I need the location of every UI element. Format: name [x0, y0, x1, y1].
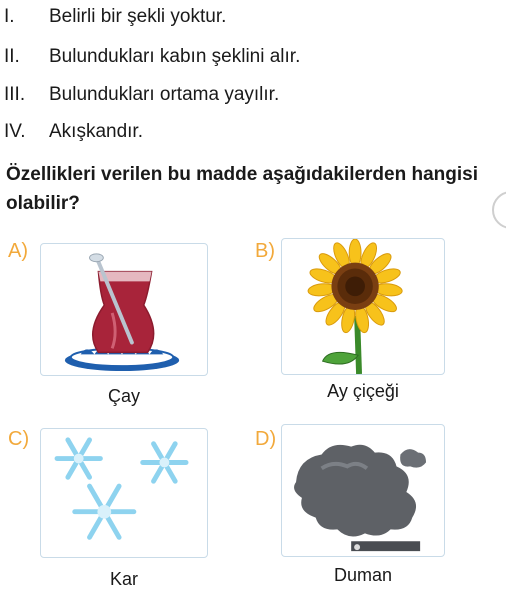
option-b-caption: Ay çiçeği — [327, 381, 399, 401]
option-b-card[interactable] — [281, 238, 445, 375]
option-d-card[interactable] — [281, 424, 445, 557]
statement-number: II. — [4, 46, 20, 67]
option-d-caption: Duman — [333, 565, 393, 585]
statement-text: Belirli bir şekli yoktur. — [49, 6, 227, 27]
option-c-card[interactable] — [40, 428, 208, 558]
smoke-image — [282, 425, 444, 556]
question-text: Özellikleri verilen bu madde aşağıdakilerden hangisi olabilir? — [6, 164, 479, 214]
statement-number: III. — [4, 84, 26, 105]
statement-4 — [4, 121, 143, 143]
option-b-letter[interactable]: B) — [255, 240, 275, 262]
statement-2 — [4, 46, 300, 68]
option-a-card[interactable] — [40, 243, 208, 376]
statement-text: Bulundukları ortama yayılır. — [49, 84, 280, 105]
statement-number: I. — [4, 6, 15, 27]
snowflakes-image — [41, 429, 207, 557]
statement-text: Bulundukları kabın şeklini alır. — [49, 46, 301, 67]
option-a-caption: Çay — [107, 386, 140, 406]
option-a-letter[interactable]: A) — [8, 240, 28, 262]
option-d-letter[interactable]: D) — [255, 428, 277, 450]
tea-glass-image — [41, 244, 207, 375]
statement-text: Akışkandır. — [49, 121, 143, 142]
statement-1 — [4, 6, 226, 28]
option-c-letter[interactable]: C) — [8, 428, 30, 450]
statement-3 — [4, 84, 279, 106]
statement-number: IV. — [4, 121, 26, 142]
option-c-caption: Kar — [109, 569, 138, 589]
sunflower-image — [282, 239, 444, 374]
